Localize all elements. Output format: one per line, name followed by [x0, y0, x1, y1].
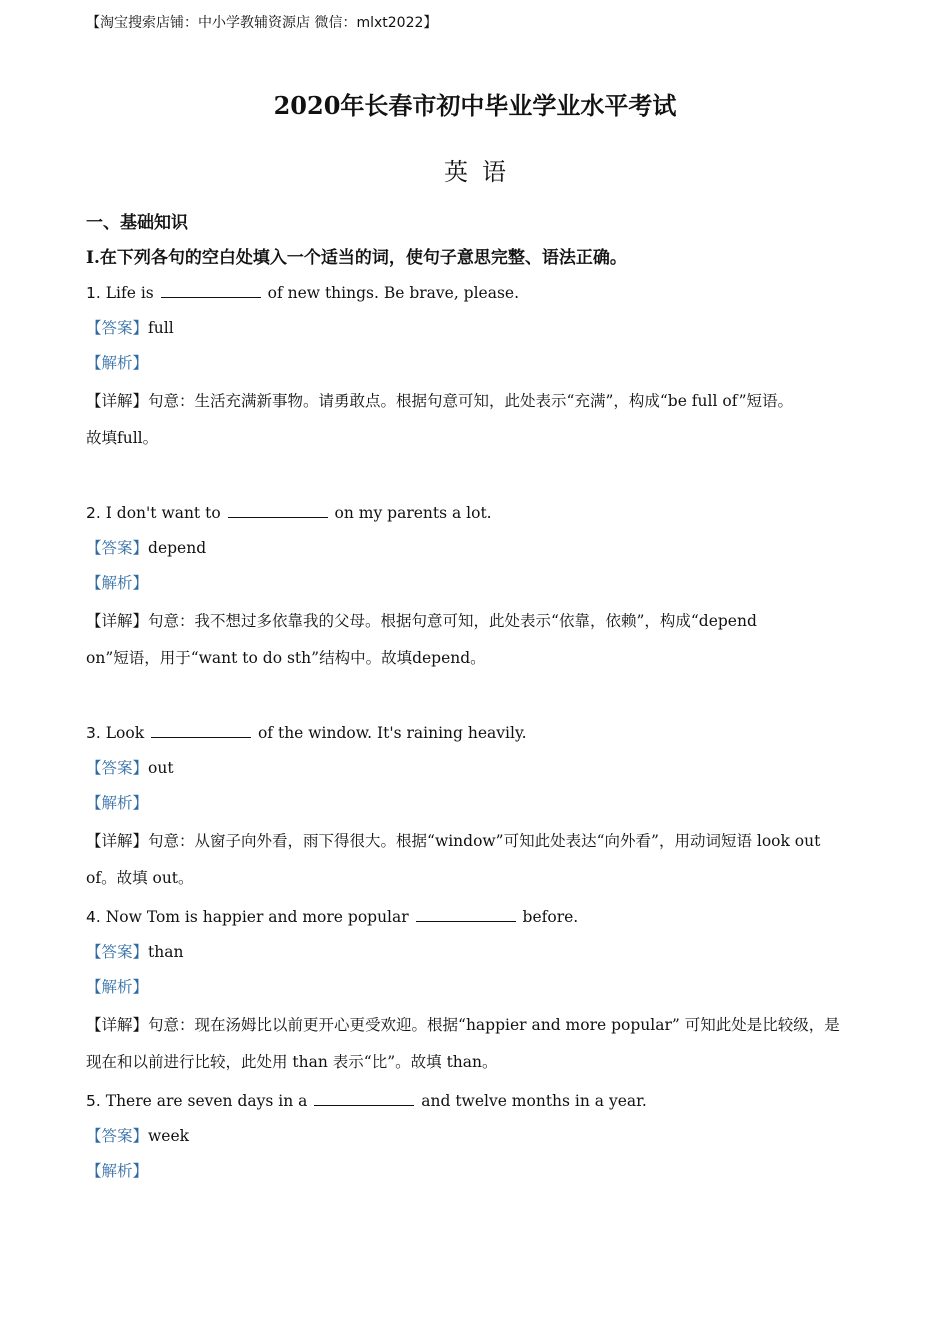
answer-5: [86, 1121, 876, 1151]
subject-title: 英语: [444, 158, 520, 186]
analysis-label-3: 【解析】: [86, 794, 149, 812]
question-1: [86, 278, 876, 308]
detail-label: 【详解】: [86, 392, 149, 410]
page-header: 【淘宝搜索店铺：中小学教辅资源店 微信：mlxt2022】: [86, 15, 438, 31]
detail-text: 句意：我不想过多依靠我的父母。根据句意可知，此处表示“依靠，依赖”，构成“depend: [148, 612, 757, 630]
question-text-before: I don't want to: [105, 504, 221, 522]
detail-line: 故填full。: [86, 429, 159, 447]
question-text-after: before.: [522, 908, 579, 926]
question-number: 4.: [86, 908, 101, 926]
detail-line: on”短语，用于“want to do sth”结构中。故填depend。: [86, 649, 486, 667]
question-5: [86, 1086, 876, 1116]
answer-blank: [314, 1088, 414, 1106]
answer-3: [86, 753, 876, 783]
document-body: [86, 208, 876, 1191]
analysis-label-4: 【解析】: [86, 978, 149, 996]
detail-line: [86, 823, 876, 860]
answer-2: [86, 533, 876, 563]
question-number: 2.: [86, 504, 101, 522]
question-text-before: There are seven days in a: [105, 1092, 308, 1110]
detail-label: 【详解】: [86, 832, 149, 850]
question-number: 3.: [86, 724, 101, 742]
answer-value: full: [148, 319, 174, 337]
answer-label: 【答案】: [86, 1127, 149, 1145]
question-text-before: Look: [105, 724, 145, 742]
answer-value: out: [148, 759, 174, 777]
answer-value: week: [148, 1127, 190, 1145]
question-text-after: of the window. It's raining heavily.: [257, 724, 527, 742]
answer-4: [86, 937, 876, 967]
answer-1: [86, 313, 876, 343]
analysis-label-2: 【解析】: [86, 574, 149, 592]
question-number: 1.: [86, 284, 101, 302]
detail-4: [86, 1007, 876, 1081]
answer-value: depend: [148, 539, 207, 557]
question-text-after: on my parents a lot.: [334, 504, 492, 522]
question-text-after: of new things. Be brave, please.: [267, 284, 520, 302]
answer-label: 【答案】: [86, 539, 149, 557]
question-4: [86, 902, 876, 932]
answer-blank: [151, 720, 251, 738]
answer-blank: [228, 500, 328, 518]
detail-line: [86, 603, 876, 640]
detail-label: 【详解】: [86, 612, 149, 630]
detail-text: 句意：现在汤姆比以前更开心更受欢迎。根据“happier and more popular” 可知此处是比较级，是: [148, 1016, 840, 1034]
question-3: [86, 718, 876, 748]
answer-blank: [416, 904, 516, 922]
detail-line: of。故填 out。: [86, 869, 194, 887]
section-heading: 一、基础知识: [86, 213, 188, 233]
answer-label: 【答案】: [86, 319, 149, 337]
analysis-label-1: 【解析】: [86, 354, 149, 372]
detail-line: [86, 383, 876, 420]
detail-line: 现在和以前进行比较，此处用 than 表示“比”。故填 than。: [86, 1053, 498, 1071]
detail-label: 【详解】: [86, 1016, 149, 1034]
question-text-before: Life is: [105, 284, 154, 302]
answer-label: 【答案】: [86, 759, 149, 777]
instruction: I.在下列各句的空白处填入一个适当的词，使句子意思完整、语法正确。: [86, 248, 627, 268]
detail-text: 句意：从窗子向外看，雨下得很大。根据“window”可知此处表达“向外看”，用动词短语 look out: [148, 832, 821, 850]
detail-2: [86, 603, 876, 677]
analysis-label-5: 【解析】: [86, 1162, 149, 1180]
page-title: 2020年长春市初中毕业学业水平考试: [273, 91, 677, 120]
detail-text: 句意：生活充满新事物。请勇敢点。根据句意可知，此处表示“充满”，构成“be full of”短语。: [148, 392, 794, 410]
question-text-before: Now Tom is happier and more popular: [105, 908, 409, 926]
detail-line: [86, 1007, 876, 1044]
answer-blank: [161, 280, 261, 298]
detail-1: [86, 383, 876, 457]
question-2: [86, 498, 876, 528]
answer-label: 【答案】: [86, 943, 149, 961]
answer-value: than: [148, 943, 184, 961]
question-number: 5.: [86, 1092, 101, 1110]
question-text-after: and twelve months in a year.: [421, 1092, 647, 1110]
detail-3: [86, 823, 876, 897]
